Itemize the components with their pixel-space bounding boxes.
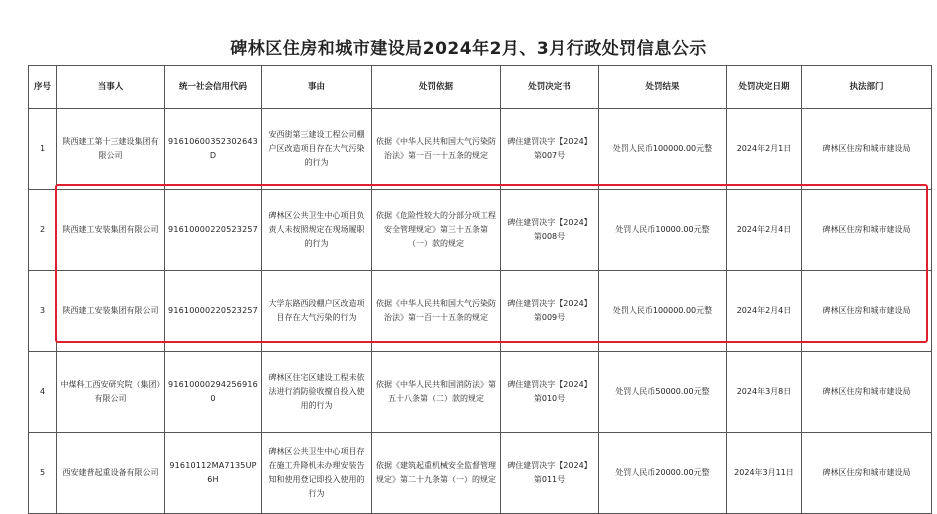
header-date: 处罚决定日期: [727, 66, 802, 109]
penalty-table: [28, 65, 932, 514]
table-header-row: [29, 66, 932, 109]
header-decision: 处罚决定书: [501, 66, 599, 109]
cell-no: 3: [29, 271, 57, 352]
cell-department: 碑林区住房和城市建设局: [802, 433, 932, 514]
cell-result: 处罚人民币100000.00元整: [599, 109, 727, 190]
cell-basis: 依据《中华人民共和国大气污染防治法》第一百一十五条的规定: [372, 271, 501, 352]
cell-no: 1: [29, 109, 57, 190]
cell-reason: 安西街第三建设工程公司棚户区改造项目存在大气污染的行为: [262, 109, 372, 190]
cell-reason: 大学东路西段棚户区改造项目存在大气污染的行为: [262, 271, 372, 352]
cell-date: 2024年2月1日: [727, 109, 802, 190]
cell-reason: 碑林区公共卫生中心项目负责人未按照规定在现场履职的行为: [262, 190, 372, 271]
cell-credit-code: 91610000220523257: [165, 271, 262, 352]
cell-decision: 碑住建罚决字【2024】第011号: [501, 433, 599, 514]
cell-result: 处罚人民币20000.00元整: [599, 433, 727, 514]
cell-credit-code: 91610000294256916 0: [165, 352, 262, 433]
table-row: [29, 190, 932, 271]
cell-decision: 碑住建罚决字【2024】第008号: [501, 190, 599, 271]
cell-basis: 依据《中华人民共和国大气污染防治法》第一百一十五条的规定: [372, 109, 501, 190]
cell-department: 碑林区住房和城市建设局: [802, 190, 932, 271]
cell-reason: 碑林区住宅区建设工程未依法进行消防验收擅自投入使用的行为: [262, 352, 372, 433]
cell-basis: 依据《建筑起重机械安全监督管理规定》第二十九条第（一）的规定: [372, 433, 501, 514]
cell-department: 碑林区住房和城市建设局: [802, 352, 932, 433]
cell-reason: 碑林区公共卫生中心项目存在施工升降机未办理安装告知和使用登记即投入使用的行为: [262, 433, 372, 514]
cell-decision: 碑住建罚决字【2024】第007号: [501, 109, 599, 190]
cell-date: 2024年3月11日: [727, 433, 802, 514]
header-department: 执法部门: [802, 66, 932, 109]
cell-credit-code: 91610112MA7135UP6H: [165, 433, 262, 514]
cell-party: 陕西建工第十三建设集团有限公司: [57, 109, 165, 190]
cell-party: 陕西建工安装集团有限公司: [57, 271, 165, 352]
cell-party: 中煤科工西安研究院（集团）有限公司: [57, 352, 165, 433]
cell-date: 2024年2月4日: [727, 271, 802, 352]
table-row: [29, 109, 932, 190]
page-title: 碑林区住房和城市建设局2024年2月、3月行政处罚信息公示: [230, 39, 707, 59]
cell-decision: 碑住建罚决字【2024】第010号: [501, 352, 599, 433]
cell-result: 处罚人民币10000.00元整: [599, 190, 727, 271]
cell-date: 2024年3月8日: [727, 352, 802, 433]
cell-date: 2024年2月4日: [727, 190, 802, 271]
cell-party: 陕西建工安装集团有限公司: [57, 190, 165, 271]
cell-department: 碑林区住房和城市建设局: [802, 271, 932, 352]
header-party: 当事人: [57, 66, 165, 109]
table-row: [29, 352, 932, 433]
header-basis: 处罚依据: [372, 66, 501, 109]
cell-party: 西安建普起重设备有限公司: [57, 433, 165, 514]
cell-no: 2: [29, 190, 57, 271]
cell-result: 处罚人民币100000.00元整: [599, 271, 727, 352]
cell-no: 4: [29, 352, 57, 433]
cell-department: 碑林区住房和城市建设局: [802, 109, 932, 190]
cell-decision: 碑住建罚决字【2024】第009号: [501, 271, 599, 352]
cell-no: 5: [29, 433, 57, 514]
header-result: 处罚结果: [599, 66, 727, 109]
cell-credit-code: 91610600352302643D: [165, 109, 262, 190]
cell-basis: 依据《危险性较大的分部分项工程安全管理规定》第三十五条第（一）款的规定: [372, 190, 501, 271]
cell-basis: 依据《中华人民共和国消防法》第五十八条第（二）款的规定: [372, 352, 501, 433]
table-row: [29, 433, 932, 514]
header-no: 序号: [29, 66, 57, 109]
table-row: [29, 271, 932, 352]
cell-credit-code: 91610000220523257: [165, 190, 262, 271]
header-credit-code: 统一社会信用代码: [165, 66, 262, 109]
cell-result: 处罚人民币50000.00元整: [599, 352, 727, 433]
header-reason: 事由: [262, 66, 372, 109]
